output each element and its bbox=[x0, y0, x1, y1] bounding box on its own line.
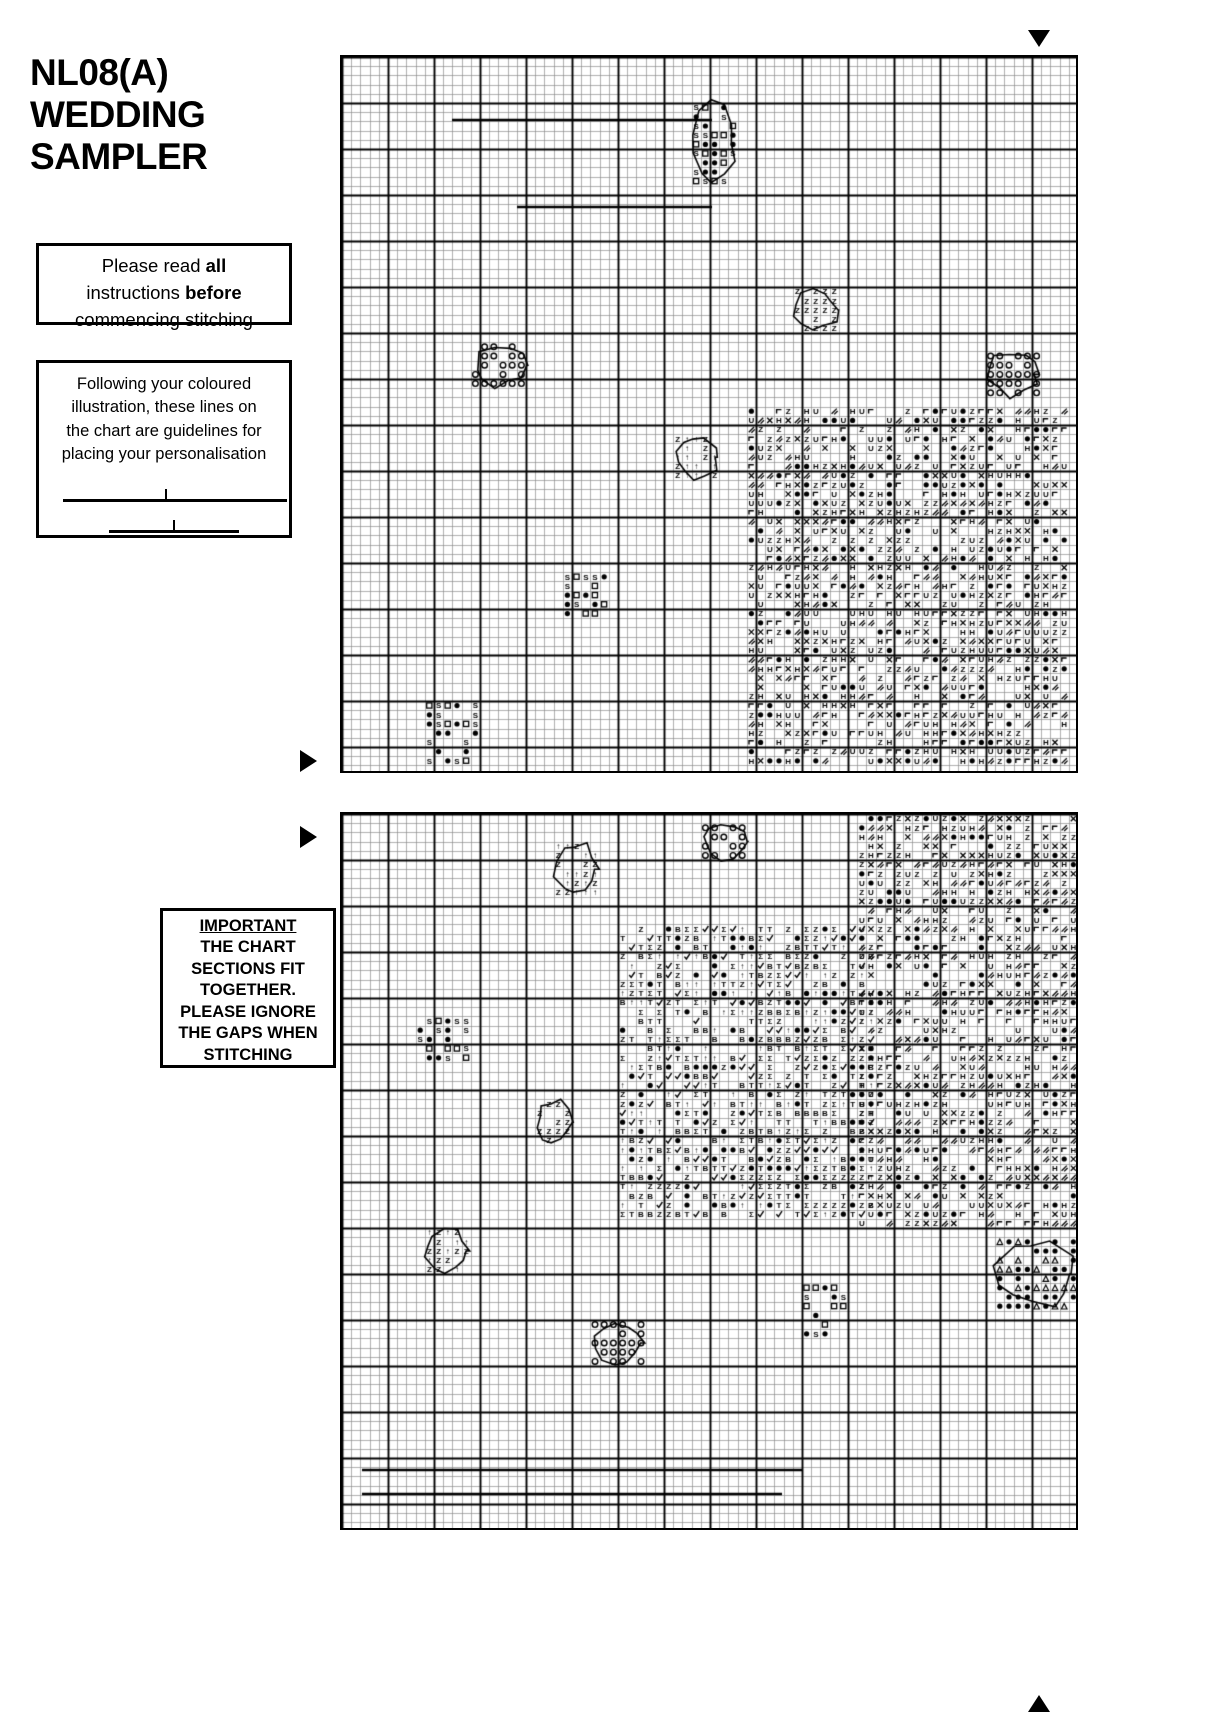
title-line-1: NL08(A) bbox=[30, 52, 169, 93]
note-important-line-6: STITCHING bbox=[203, 1045, 293, 1064]
note-important-line-3: TOGETHER. bbox=[200, 981, 296, 1000]
centre-marker-arrow-left-lower bbox=[300, 826, 317, 848]
note-important-line-2: SECTIONS FIT bbox=[191, 959, 305, 978]
note-important-heading: IMPORTANT bbox=[199, 917, 297, 935]
title-line-3: SAMPLER bbox=[30, 135, 208, 177]
centre-marker-arrow-top bbox=[1028, 30, 1050, 47]
centre-marker-arrow-left-upper bbox=[300, 750, 317, 772]
note-read-line-2: instructions before bbox=[86, 281, 242, 303]
centre-marker-arrow-bottom bbox=[1028, 1695, 1050, 1712]
note-personalisation-guidelines bbox=[36, 360, 292, 538]
note-guide-line-1: Following your coloured bbox=[76, 375, 252, 393]
note-read-line-1: Please read all bbox=[101, 255, 227, 276]
note-important-line-4: PLEASE IGNORE bbox=[180, 1002, 316, 1021]
guideline-sample-diagram bbox=[47, 481, 281, 539]
chart-grid-canvas-lower bbox=[342, 814, 1078, 1530]
note-read-line-3: commencing stitching bbox=[75, 308, 253, 330]
note-guide-line-2: illustration, these lines on bbox=[71, 398, 257, 417]
guideline-sample-rule-long bbox=[63, 499, 287, 502]
guideline-sample-tick-short bbox=[173, 520, 175, 531]
title-line-2: WEDDING bbox=[30, 93, 206, 135]
note-guide-line-4: placing your personalisation bbox=[61, 445, 267, 464]
note-guide-line-3: the chart are guidelines for bbox=[66, 421, 262, 440]
chart-section-lower bbox=[340, 812, 1078, 1530]
note-important-line-5: THE GAPS WHEN bbox=[178, 1024, 318, 1043]
note-read-instructions bbox=[36, 243, 292, 330]
page-title bbox=[30, 52, 320, 177]
chart-section-upper bbox=[340, 55, 1078, 773]
guideline-sample-tick-long bbox=[165, 489, 167, 500]
note-important-line-1: THE CHART bbox=[200, 938, 296, 957]
chart-grid-canvas-upper bbox=[342, 57, 1078, 773]
note-important bbox=[160, 908, 336, 1068]
